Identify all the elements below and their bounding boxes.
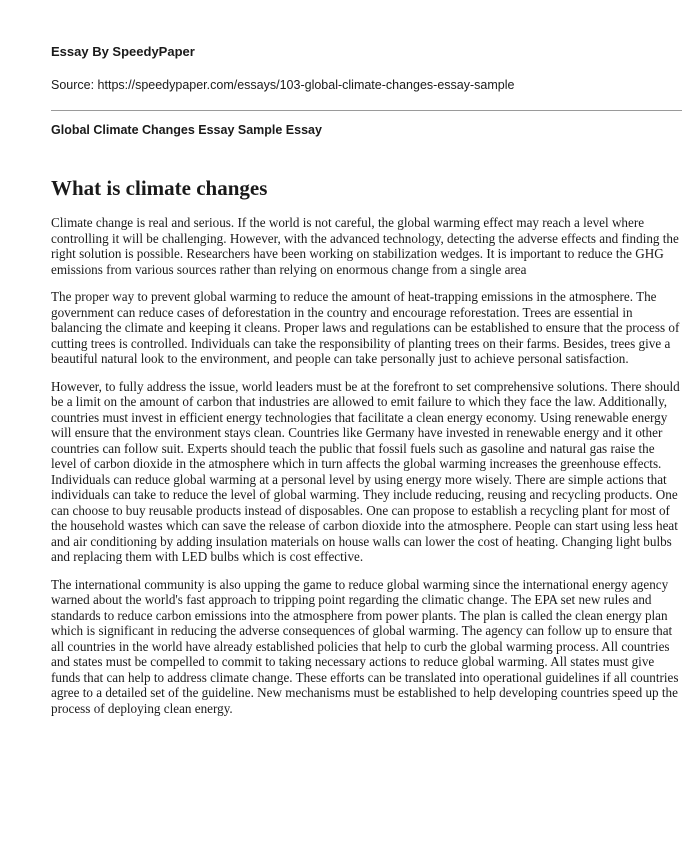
- paragraph-1: Climate change is real and serious. If the world is not careful, the global warming effect may reach a level where controlling it will be challenging. However, with the advanced technology, detecting the adverse effects and finding the right solution is possible. Researchers have been working on stabilization wedges. It is important to reduce the GHG emissions from various sources rather than relying on enormous change from a single area: [51, 215, 679, 277]
- essay-body: [51, 215, 682, 716]
- paragraph-2: The proper way to prevent global warming to reduce the amount of heat-trapping emissions in the atmosphere. The government can reduce cases of deforestation in the country and encourage reforestation. Trees are essential in balancing the climate and keeping it cleans. Proper laws and regulations can be established to ensure that the process of cutting trees is controlled. Individuals can take the responsibility of planting trees on their farms. Besides, trees give a beautiful natural look to the environment, and people can take personally just to achieve personal satisfaction.: [51, 289, 680, 366]
- header-divider: [51, 110, 682, 111]
- section-heading: What is climate changes: [51, 176, 268, 200]
- essay-header-title: Essay By SpeedyPaper: [51, 44, 195, 59]
- paragraph-4: The international community is also upping the game to reduce global warming since the international energy agency warned about the world's fast approach to tripping point regarding the climatic change. The EPA set new rules and standards to reduce carbon emissions into the atmosphere from power plants. The plan is called the clean energy plan which is significant in reducing the adverse consequences of global warming. The agency can follow up to ensure that all countries in the world have already established policies that help to curb the global warming process. All countries and states must be compelled to commit to taking necessary actions to reduce global warming. All states must give funds that can help to address climate change. These efforts can be translated into operational guidelines if all countries agree to a detailed set of the guideline. New mechanisms must be established to help developing countries speed up the process of deploying clean energy.: [51, 576, 679, 716]
- source-line: Source: https://speedypaper.com/essays/103-global-climate-changes-essay-sample: [51, 78, 515, 92]
- essay-title: Global Climate Changes Essay Sample Essay: [51, 123, 322, 137]
- paragraph-3: However, to fully address the issue, world leaders must be at the forefront to set comprehensive solutions. There should be a limit on the amount of carbon that industries are allowed to emit failure to which they face the law. Additionally, countries must invest in efficient energy technologies that facilitate a clean energy economy. Using renewable energy will ensure that the environment stays clean. Countries like Germany have invested in renewable energy and it other countries can follow suit. Experts should teach the public that fossil fuels such as gasoline and natural gas raise the level of carbon dioxide in the atmosphere which in turn affects the global warming increases the greenhouse effects. Individuals can reduce global warming at a personal level by using energy more wisely. There are simple actions that individuals can take to reduce the level of global warming. They include reducing, reusing and recycling products. One can choose to buy reusable products instead of disposables. One can propose to establish a recycling plant for most of the household wastes which can save the release of carbon dioxide into the atmosphere. People can start using less heat and air conditioning by adding insulation materials on house walls can lower the cost of heating. Changing light bulbs and replacing them with LED bulbs which is cost effective.: [51, 378, 680, 564]
